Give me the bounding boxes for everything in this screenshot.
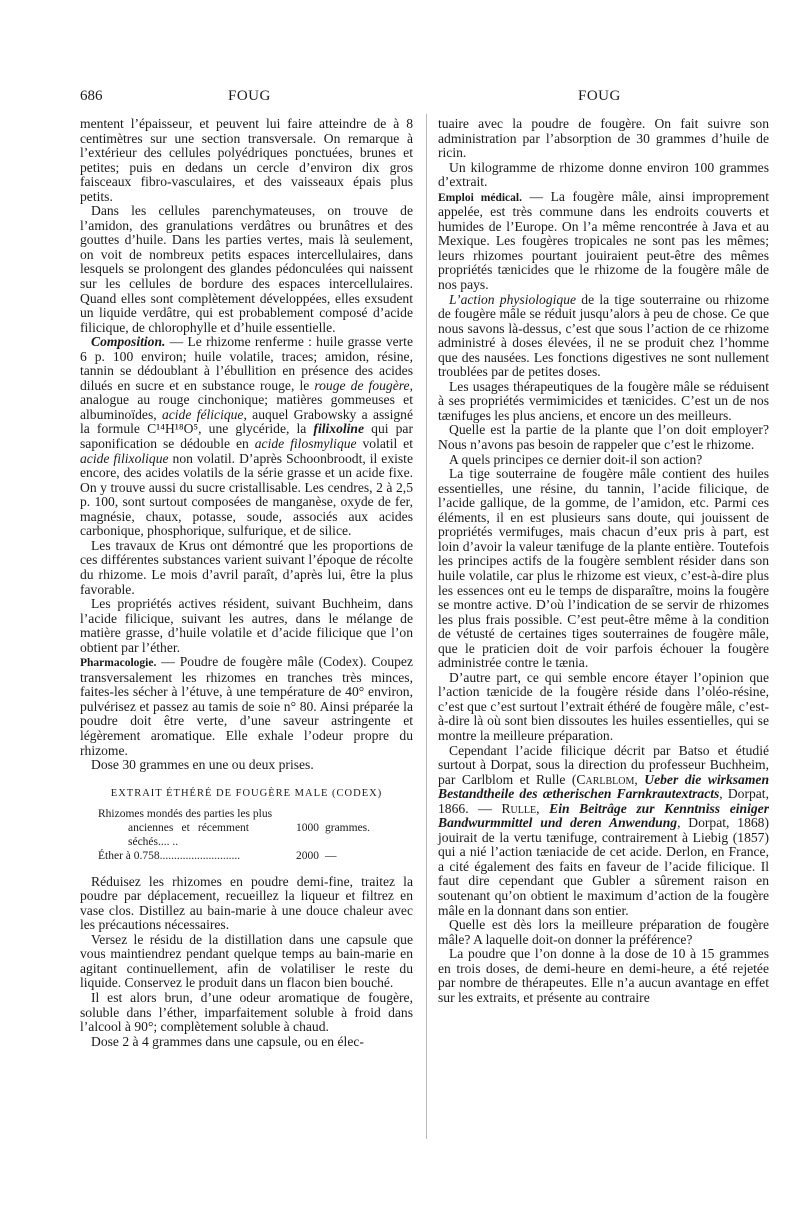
recipe-title: EXTRAIT ÉTHÉRÉ DE FOUGÈRE MALE (CODEX) — [110, 787, 383, 799]
section-heading: Emploi médical. — [438, 191, 522, 204]
paragraph: Dans les cellules parenchymateuses, on trouve de l’amidon, des granulations verdâtres ou brunâtres et des gouttes d’huile. Dans les parties vertes, mais là seulement, on voit de nombreux petits espaces intercellulaires, dans lesquels se prolongent des glandes pédonculées qui naissent sur les cellules de bordure des espaces intercellulaires. Quand elles sont complètement développées, elles exsudent un liquide verdâtre, qui est probablement composé d’acide filicique, de chlorophylle et d’huile essentielle. — [80, 203, 413, 335]
recipe-row: Rhizomes mondés des parties les plus — [98, 807, 273, 820]
paragraph: D’autre part, ce qui semble encore étayer l’opinion que l’action tænicide de la fougère réside dans l’oléo-résine, c’est que c’est surtout l’extrait éthéré de fougère mâle, c’est-à-dire là où sont bien dissoutes les huiles essentielles, qui se montre la meilleure préparation. — [438, 669, 769, 743]
paragraph: Versez le résidu de la distillation dans une capsule que vous maintiendrez pendant quelque temps au bain-marie en agitant continuellement, afin de volatiliser le reste du liquide. Conservez le produit dans un flacon bien bouché. — [80, 931, 413, 991]
recipe-block — [80, 787, 413, 863]
column-divider — [426, 114, 427, 1139]
paragraph: Il est alors brun, d’une odeur aromatique de fougère, soluble dans l’éther, imparfaitement soluble à froid dans l’alcool à 90°; complètement soluble à chaud. — [80, 989, 413, 1035]
pharmacology-paragraph: Pharmacologie. — Poudre de fougère mâle (Codex). Coupez transversalement les rhizomes en tranches très minces, faites-les sécher à l’étuve, à une température de 40° environ, pulvérisez et passez au tamis de soie n° 80. Ainsi préparée la poudre doit être verte, d’une saveur astringente et légèrement aromatique. Elle exhale l’odeur propre du rhizome. — [80, 654, 413, 758]
right-column — [438, 117, 769, 1005]
paragraph: Réduisez les rhizomes en poudre demi-fine, traitez la poudre par déplacement, recueillez la liqueur et filtrez en vase clos. Distillez au bain-marie à une douce chaleur avec les précautions nécessaires. — [80, 873, 413, 933]
paragraph: L’action physiologique de la tige souterraine ou rhizome de fougère mâle se réduit jusqu’alors à peu de chose. Ce que nous savons là-dessus, c’est que sous l’action de ce rhizome administré à doses élevées, il ne se produit chez l’homme que des nausées. Les fonctions digestives ne sont nullement troublées par de petites doses. — [438, 291, 769, 380]
section-heading: Pharmacologie. — [80, 657, 157, 670]
paragraph: Les usages thérapeutiques de la fougère mâle se réduisent à ses propriétés vermimicides et tænicides. C’est un de nos tænifuges les plus anciens, et encore un des meilleurs. — [438, 378, 769, 423]
paragraph: La tige souterraine de fougère mâle contient des huiles essentielles, une résine, du tannin, l’acide filicique, de l’acide gallique, de la gomme, de l’amidon, etc. Parmi ces éléments, il en est plusieurs sans doute, qui jouissent de propriétés vermifuges, mais chacun d’eux pris à part, est loin d’avoir la valeur tænifuge de la plante entière. Toutefois les principes actifs de la fougère semblent résider dans son huile volatile, car plus le rhizome est vieux, c’est-à-dire plus les essences ont eu le temps de disparaître, moins la fougère se montre active. D’où l’indication de se servir de rhizomes les plus frais possible. C’est peut-être même à la condition de vétusté de certaines tiges souterraines de fougère mâle, que le praticien doit de voir parfois échouer la fougère administrée contre le tænia. — [438, 466, 769, 671]
paragraph: Un kilogramme de rhizome donne environ 100 grammes d’extrait. — [438, 159, 769, 190]
paragraph: Dose 2 à 4 grammes dans une capsule, ou en élec- — [91, 1033, 364, 1049]
page-number: 686 — [80, 88, 103, 104]
recipe-row: anciennes et récemment séchés.... .. 1000 grammes. — [128, 821, 371, 848]
recipe-row: Éther à 0.758............................ 2000 — — [98, 849, 337, 862]
left-running-head: FOUG — [228, 88, 271, 104]
left-column — [80, 117, 413, 1049]
paragraph: mentent l’épaisseur, et peuvent lui faire atteindre de à 8 centimètres sur une section transversale. On remarque à l’extérieur des cellules polyédriques ponctuées, brunes et petites; puis en dedans un cercle d’environ dix gros faisceaux fibro-vasculaires, et des vaisseaux épais plus petits. — [80, 116, 413, 204]
paragraph: Dose 30 grammes en une ou deux prises. — [91, 757, 314, 773]
paragraph: Les propriétés actives résident, suivant Buchheim, dans l’acide filicique, suivant les autres, dans le mélange de matière grasse, d’huile volatile et d’acide filicique que l’on obtient par l’éther. — [80, 596, 413, 655]
paragraph: Quelle est dès lors la meilleure préparation de fougère mâle? A laquelle doit-on donner la préférence? — [438, 917, 769, 947]
medical-use-paragraph: Emploi médical. — La fougère mâle, ainsi improprement appelée, est très commune dans les endroits couverts et humides de l’Europe. On l’a même rencontrée à Java et au Mexique. Les fougères tropicales ne sont pas les mêmes; leurs rhizomes pourtant jouiraient peut-être des mêmes propriétés tænicides que le rhizome de la fougère mâle de nos pays. — [438, 188, 769, 293]
paragraph: A quels principes ce dernier doit-il son action? — [449, 451, 703, 467]
paragraph: Cependant l’acide filicique décrit par Batso et étudié surtout à Dorpat, sous la direction du professeur Buchheim, par Carlblom et Rulle (Carlblom, Ueber die wirksamen Bestandtheile des ætherischen Farnkrautextracts, Dorpat, 1866. — Rulle, Ein Beitrâge zur Kenntniss einiger Bandwurmmittel und deren Anwendung, Dorpat, 1868) jouirait de la vertu tænifuge, contrairement à Liebig (1857) qui a nié l’action tæniacide de cet acide. Derlon, en France, a cité également des faits en faveur de l’acide filicique. Il faut dire cependant que Gubler a sûrement raison en soutenant qu’on obtient le maximum d’action de la fougère mâle en la donnant dans son entier. — [438, 742, 770, 918]
section-heading: Composition. — [91, 334, 166, 350]
running-header — [80, 88, 770, 110]
paragraph: Les travaux de Krus ont démontré que les proportions de ces différentes substances varient suivant l’époque de récolte du rhizome. Le mois d’avril paraît, d’après lui, être la plus favorable. — [80, 537, 413, 597]
right-running-head: FOUG — [578, 88, 621, 104]
paragraph: Quelle est la partie de la plante que l’on doit employer? Nous n’avons pas besoin de rappeler que c’est le rhizome. — [438, 422, 769, 453]
composition-paragraph: Composition. — Le rhizome renferme : huile grasse verte 6 p. 100 environ; huile volatile, traces; amidon, résine, tannin se dédoublant à l’ébullition en présence des acides dilués en sucre et en substance rouge, le rouge de fougère, analogue au rouge cinchonique; matières gommeuses et albuminoïdes, acide félicique, auquel Grabowsky a assigné la formule C¹⁴H¹⁸O⁵, une glycéride, la filixoline qui par saponification se dédouble en acide filosmylique volatil et acide filixolique non volatil. D’après Schoonbroodt, il existe encore, des acides volatils de la série grasse et un acide fixe. On y trouve aussi du sucre cristallisable. Les cendres, 2 à 2,5 p. 100, sont surtout composées de manganèse, oxyde de fer, magnésie, chaux, potasse, soude, associés aux acides carbonique, phosphorique, sulfurique, et de silice. — [80, 334, 413, 539]
paragraph: tuaire avec la poudre de fougère. On fait suivre son administration par l’absorption de 30 grammes d’huile de ricin. — [438, 116, 769, 161]
paragraph: La poudre que l’on donne à la dose de 10 à 15 grammes en trois doses, de demi-heure en demi-heure, a été rejetée par nombre de thérapeutes. Elle n’a aucun avantage en effet sur les extraits, et présente au contraire — [438, 946, 769, 1005]
